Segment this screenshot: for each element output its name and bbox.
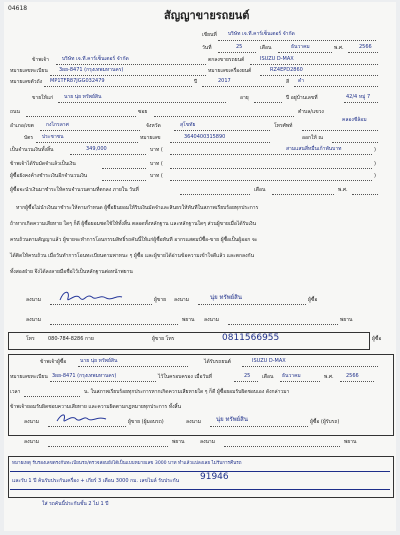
receipt-plate: 3ผย-8471 (กรุงเทพมหานคร) (52, 373, 117, 379)
clause-line: หากผู้ซื้อไม่นำเงินมาชำระให้ตามกำหนด ผู้ซื้อยินยอมให้ริบเงินมัดจำและสินธรให้ทันทีในสภาพเรียบร้อยทุกประการ (16, 205, 259, 211)
date-day: 25 (236, 44, 243, 50)
receipt-car: ISUZU D-MAX (252, 358, 286, 364)
footer-final: ใส่ รถคันนี้ประกันชั้น 2 ไม่ 1 ปี (42, 501, 109, 507)
written-at-value: บริษัท เจ.ที.คาร์เซ็นเตอร์ จำกัด (228, 31, 295, 37)
clause-line: ครบถ้วนตามสัญญาแล้ว ผู้ขายจะทำการโอนกรรมสิทธิ์รถคันนี้ให้แก่ผู้ซื้อทันที อากรแสตมป์ซื้อ-ขาย ผู้ซื้อเป็นผู้ออก จะ (10, 237, 258, 243)
subdistrict-value: คลองชีล้อม (342, 117, 367, 123)
engine-value: RZ4EPD2860 (270, 67, 303, 73)
price-baht-label: บาท ( (150, 147, 163, 153)
clause-line: ถ้าหากเกิดความเสียหาย ใดๆ ก็ดี ผู้ซื้อยอมชดใช้ให้ทั้งสิ้น ตลอดทั้งหลักฐาน และหลักฐานใดๆ ส่วนผู้ขายเมื่อได้รับเงิน (10, 221, 257, 227)
contract-page: 04618 สัญญาขายรถยนต์ เขียนที่ บริษัท เจ.ที.คาร์เซ็นเตอร์ จำกัด วันที่ 25 เดือน ธันวาคม พ.ศ. 2566 ข้าพเจ้า บริษัท เจ.ที.คาร์เซ็นเตอร์ จำกัด ตกลงขายรถยนต์ ISUZU D-MAX หมายเลขทะเบียน 3ผย-8471 (กรุงเทพมหานคร) หมายเลขเครื่องยนต์ RZ4EPD2860 หมายเลขตัวถัง MP1TFR87JGG032479 ปี 2017 สี ดำ ขายให้แก่ นาย นุ่ย ทรัพย์สิน อายุ ปี อยู่บ้านเลขที่ 42/4 หมู่ 7 ถนน ซอย ตำบล/แขวง คลองชีล้อม อำเภอ/เขต กงไกรลาศ จังหวัด สุโขทัย โทรศัพท์ บัตร ประชาชน หมายเลข 3640400315890 ออกให้ ณ เป็นจำนวนเงินทั้งสิ้น 349,000 บาท ( สามแสนสี่หมื่นเก้าพันบาท ) ข้าพเจ้าได้รับมัดจำแล้วเป็นเงิน บาท ( ) ผู้ซื้อยังคงค้างชำระเงินอีกจำนวนเงิน บาท ( ) ผู้ซื้อจะนำเงินมาชำระให้ครบจำนวนตามที่ตกลง ภายใน วันที่ เดือน พ.ศ. หากผู้ซื้อไม่นำเงินมาชำระให้ตามกำหนด ผู้ซื้อยินยอมให้ริบเงินมัดจำและสินธรให้ทันทีในสภาพเรียบร้อยทุกประการ ถ้าหากเกิดความเสียหาย ใดๆ ก็ดี ผู้ซื้อยอมชดใช้ให้ทั้งสิ้น ตลอดทั้งหลักฐาน และหลักฐานใดๆ ส่วนผู้ขายเมื่อได้รับเงิน ครบถ้วนตามสัญญาแล้ว ผู้ขายจะทำการโอนกรรมสิทธิ์รถคันนี้ให้แก่ผู้ซื้อทันที อากรแสตมป์ซื้อ-ขาย ผู้ซื้อเป็นผู้ออก จะ ได้ติดให้ครบถ้วน เมื่อวันทำการโอนทะเบียนตามพาหนะ ๆ ผู้ซื้อ และผู้ขายได้อ่านข้อความเข้าใจดีแล้ว และตกลงกัน ทั้งสองฝ่าย จึงได้ลงลายมือชื่อไว้เป็นหลักฐานต่อหน้าพยาน ลงนาม ผู้ขาย ลงนาม นุ่ย ทรัพย์สิน ผู้ซื้อ ลงนาม พยาน ลงนาม พยาน โทร 080-784-8286 กาย ผู้ขาย โทร 0811566955 ผู้ซื้อ ข้าพเจ้าผู้ซื้อ นาย นุ่ย ทรัพย์สิน ได้รับรถยนต์ ISUZU D-MAX หมายเลขทะเบียน 3ผย-8471 (กรุงเทพมหานคร) ไว้ในครอบครอง เมื่อวันที่ 25 เดือน ธันวาคม พ.ศ. 2566 เวลา น. ในสภาพเรียบร้อยทุกประการหากเกิดความเสียหายใด ๆ ก็ดี ผู้ซื้อยอมรับผิดชอบเอง ดังกล่าวมา ข้าพเจ้ายอมรับผิดชอบความเสียหาย และความผิดตามกฎหมายทุกประการ ทั้งสิ้น ลงนาม ผู้ขาย (ผู้มอบรถ) ลงนาม นุ่ย ทรัพย์สิน ผู้ซื้อ (ผู้รับรถ) ลงนาม พยาน ลงนาม พยาน หมายเหตุ รับรองเลขตรงกับทะเบียนรถ/ตรวจสอบยังได้เป็นแบบหมายเลข 3000 บาท ทำแล้วแปลงเลย ไม่รับการคืนรถ และรับ 1 ปี ค้นรับประกันเครื่อง + เกียร์ 3 เดือน 3000 กม. เลขไมล์ รับประกัน 91946 ใส่ รถคันนี้ประกันชั้น 2 ไม่ 1 ปี (4, 2, 396, 531)
footer-warranty: และรับ 1 ปี ค้นรับประกันเครื่อง + เกียร์ 3 เดือน 3000 กม. เลขไมล์ รับประกัน (12, 478, 180, 484)
remaining-baht-label: บาท ( (150, 173, 163, 179)
receipt-plate-label: หมายเลขทะเบียน (10, 374, 48, 380)
buyer-sign-label: ลงนาม (174, 297, 190, 303)
receipt-received-label: ไว้ในครอบครอง เมื่อวันที่ (158, 374, 212, 380)
buyer-role: ผู้ซื้อ (308, 297, 318, 303)
receipt-buyer-sign-label: ลงนาม (186, 419, 202, 425)
deposit-label: ข้าพเจ้าได้รับมัดจำแล้วเป็นเงิน (10, 161, 76, 167)
district-value: กงไกรลาศ (46, 122, 69, 128)
color-label: สี (286, 79, 290, 85)
car-model: ISUZU D-MAX (260, 56, 294, 62)
reg-year-label: ปี (194, 79, 198, 85)
receipt-condition: น. ในสภาพเรียบร้อยทุกประการหากเกิดความเสียหายใด ๆ ก็ดี ผู้ซื้อยอมรับผิดชอบเอง ดังกล่าวมา (84, 389, 290, 395)
chassis-value: MP1TFR87JGG032479 (50, 78, 105, 84)
seller-label: ข้าพเจ้า (32, 57, 49, 63)
district-label: อำเภอ/เขต (10, 123, 34, 129)
receipt-seller-role: ผู้ขาย (ผู้มอบรถ) (128, 419, 164, 425)
document-number: 04618 (8, 5, 28, 12)
seller-phone-label: โทร (26, 336, 35, 342)
remaining-label: ผู้ซื้อยังคงค้างชำระเงินอีกจำนวนเงิน (10, 173, 88, 179)
seller-phone: 080-784-8286 กาย (48, 336, 94, 342)
price-value: 349,000 (86, 146, 107, 152)
pay-date-label: ผู้ซื้อจะนำเงินมาชำระให้ครบจำนวนตามที่ตกลง ภายใน วันที่ (10, 187, 139, 193)
deposit-baht-label: บาท ( (150, 161, 163, 167)
receipt-month: ธันวาคม (282, 373, 301, 379)
seller-name: บริษัท เจ.ที.คาร์เซ็นเตอร์ จำกัด (62, 56, 129, 62)
receipt-witness-sign-label: ลงนาม (24, 439, 40, 445)
clause-line: ได้ติดให้ครบถ้วน เมื่อวันทำการโอนทะเบียนตามพาหนะ ๆ ผู้ซื้อ และผู้ขายได้อ่านข้อความเข้าใจดีแล้ว และตกลงกัน (10, 253, 255, 259)
pay-month-label: เดือน (254, 187, 266, 193)
receipt-witness-role: พยาน (172, 439, 185, 445)
id-type-label: บัตร (24, 135, 34, 141)
id-no-label: หมายเลข (140, 135, 161, 141)
buyer-name: นาย นุ่ย ทรัพย์สิน (64, 94, 102, 100)
footer-note: หมายเหตุ รับรองเลขตรงกับทะเบียนรถ/ตรวจสอบยังได้เป็นแบบหมายเลข 3000 บาท ทำแล้วแปลงเลย ไม่รับการคืนรถ (12, 461, 242, 466)
price-label: เป็นจำนวนเงินทั้งสิ้น (10, 147, 54, 153)
date-year: 2566 (359, 44, 372, 50)
receipt-buyer-label: ข้าพเจ้าผู้ซื้อ (40, 359, 67, 365)
buyer-phone-label: ผู้ขาย โทร (152, 336, 175, 342)
address-label: ปี อยู่บ้านเลขที่ (286, 95, 318, 101)
sell-car-label: ตกลงขายรถยนต์ (208, 57, 245, 63)
witness-role-2: พยาน (340, 317, 353, 323)
age-label: อายุ (240, 95, 249, 101)
receipt-seller-signature (54, 410, 110, 426)
receipt-year-label: พ.ศ. (324, 374, 334, 380)
reg-year-value: 2017 (218, 78, 231, 84)
receipt-car-label: ได้รับรถยนต์ (204, 359, 231, 365)
receipt-witness-sign-label-2: ลงนาม (200, 439, 216, 445)
buyer-label: ขายให้แก่ (32, 95, 54, 101)
receipt-declaration: ข้าพเจ้ายอมรับผิดชอบความเสียหาย และความผิดตามกฎหมายทุกประการ ทั้งสิ้น (10, 404, 182, 410)
year-label: พ.ศ. (334, 45, 344, 51)
buyer-signature: นุ่ย ทรัพย์สิน (210, 294, 242, 301)
road-label: ถนน (10, 109, 20, 115)
witness-sign-label-2: ลงนาม (204, 317, 220, 323)
id-type-value: ประชาชน (42, 134, 64, 140)
subdistrict-label: ตำบล/แขวง (298, 109, 324, 115)
chassis-label: หมายเลขตัวถัง (10, 79, 43, 85)
province-label: จังหวัด (146, 123, 161, 129)
price-words: สามแสนสี่หมื่นเก้าพันบาท (286, 146, 342, 152)
receipt-seller-sign-label: ลงนาม (24, 419, 40, 425)
month-label: เดือน (260, 45, 272, 51)
footer-mileage: 91946 (200, 472, 229, 482)
engine-label: หมายเลขเครื่องยนต์ (208, 68, 252, 74)
seller-sign-label: ลงนาม (26, 297, 42, 303)
buyer-phone: 0811566955 (222, 333, 280, 343)
witness-sign-label: ลงนาม (26, 317, 42, 323)
buyer-phone-suffix: ผู้ซื้อ (372, 336, 382, 342)
province-value: สุโขทัย (180, 122, 196, 128)
date-label: วันที่ (202, 45, 212, 51)
receipt-day: 25 (244, 373, 251, 379)
receipt-month-label: เดือน (262, 374, 274, 380)
receipt-time-label: เวลา (10, 389, 21, 395)
pay-year-label: พ.ศ. (338, 187, 348, 193)
clause-line: ทั้งสองฝ่าย จึงได้ลงลายมือชื่อไว้เป็นหลักฐานต่อหน้าพยาน (10, 269, 133, 275)
witness-role: พยาน (182, 317, 195, 323)
plate-value: 3ผย-8471 (กรุงเทพมหานคร) (59, 67, 124, 73)
receipt-buyer: นาย นุ่ย ทรัพย์สิน (80, 358, 118, 364)
phone-label: โทรศัพท์ (274, 123, 293, 129)
issued-at-label: ออกให้ ณ (302, 135, 323, 141)
receipt-buyer-role: ผู้ซื้อ (ผู้รับรถ) (310, 419, 340, 425)
written-at-label: เขียนที่ (202, 32, 217, 38)
receipt-witness-role-2: พยาน (344, 439, 357, 445)
date-month: ธันวาคม (291, 44, 310, 50)
id-no-value: 3640400315890 (184, 134, 226, 140)
seller-role: ผู้ขาย (154, 297, 167, 303)
page-title: สัญญาขายรถยนต์ (164, 9, 250, 22)
soi-label: ซอย (138, 109, 148, 115)
plate-label: หมายเลขทะเบียน (10, 68, 48, 74)
receipt-year: 2566 (346, 373, 359, 379)
receipt-buyer-signature: นุ่ย ทรัพย์สิน (216, 416, 248, 423)
address-value: 42/4 หมู่ 7 (346, 94, 371, 100)
color-value: ดำ (298, 78, 305, 84)
